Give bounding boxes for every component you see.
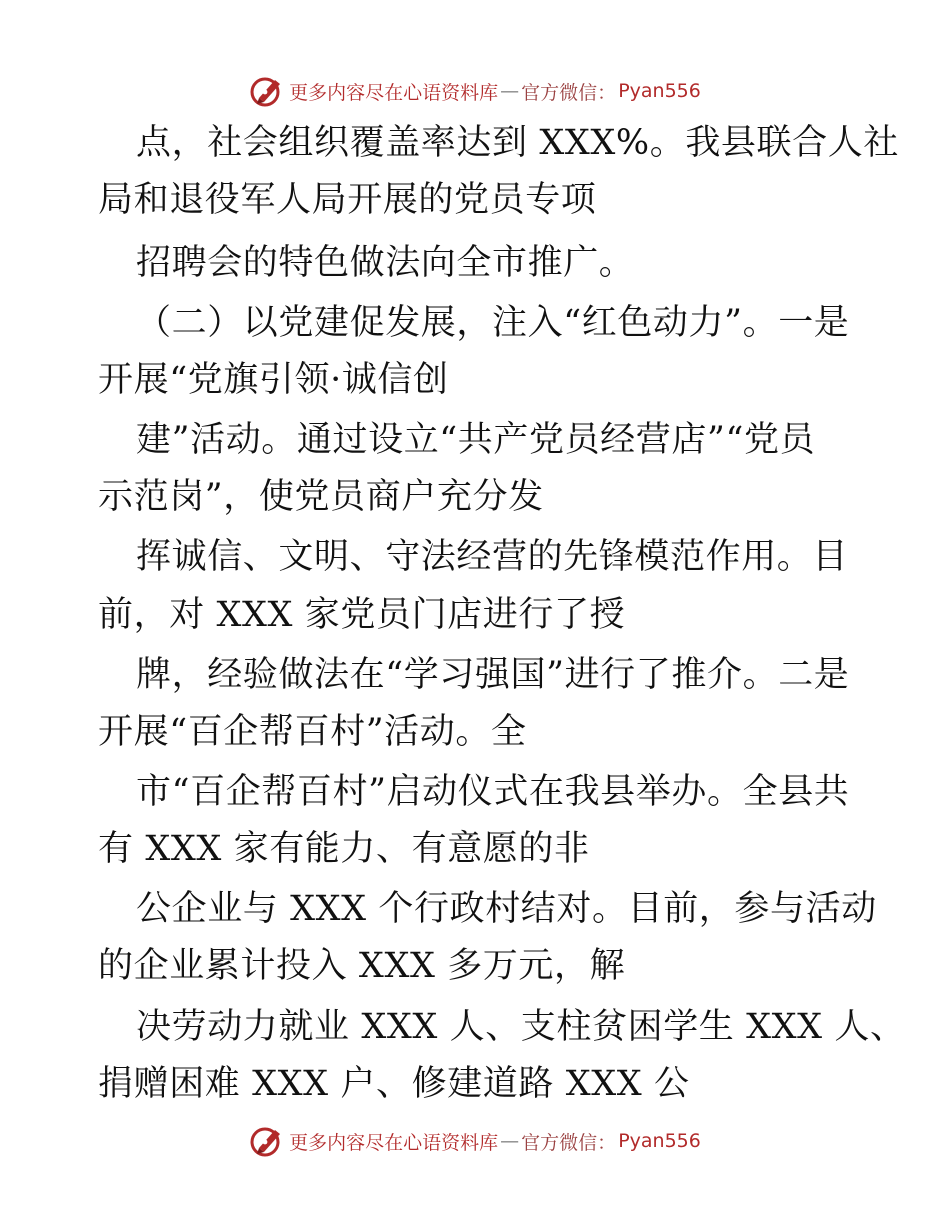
watermark-wechat-label: 官方微信：: [521, 81, 617, 104]
watermark-brand: 更多内容尽在心语资料库: [289, 1131, 499, 1154]
text-line: 开展“百企帮百村”活动。全: [98, 712, 527, 752]
watermark-account: Pyan556: [618, 80, 701, 102]
watermark-banner-bottom: [0, 1121, 950, 1161]
text-line: 市“百企帮百村”启动仪式在我县举办。全县共: [136, 772, 850, 812]
text-line: 局和退役军人局开展的党员专项: [98, 180, 597, 220]
text-line: 挥诚信、文明、守法经营的先锋模范作用。目: [136, 537, 849, 577]
pen-logo-icon: [249, 74, 285, 108]
text-line: 公企业与 XXX 个行政村结对。目前，参与活动: [136, 889, 877, 929]
watermark-separator: —: [500, 1130, 520, 1152]
watermark-wechat-label: 官方微信：: [521, 1131, 617, 1154]
text-line: 牌，经验做法在“学习强国”进行了推介。二是: [136, 655, 850, 695]
text-line: 点，社会组织覆盖率达到 XXX%。我县联合人社: [136, 123, 899, 163]
watermark-brand: 更多内容尽在心语资料库: [289, 81, 499, 104]
text-line: （二）以党建促发展，注入“红色动力”。一是: [136, 303, 850, 343]
text-line: 前，对 XXX 家党员门店进行了授: [98, 595, 626, 635]
text-line: 示范岗”，使党员商户充分发: [98, 477, 544, 517]
watermark-banner-top: [0, 71, 950, 111]
text-line: 捐赠困难 XXX 户、修建道路 XXX 公: [98, 1064, 690, 1104]
watermark-separator: —: [500, 80, 520, 102]
text-line: 开展“党旗引领·诚信创: [98, 360, 449, 400]
text-line: 有 XXX 家有能力、有意愿的非: [98, 829, 590, 869]
text-line: 建”活动。通过设立“共产党员经营店”“党员: [136, 420, 816, 460]
watermark-account: Pyan556: [618, 1130, 701, 1152]
text-line: 的企业累计投入 XXX 多万元，解: [98, 946, 626, 986]
text-line: 招聘会的特色做法向全市推广。: [136, 243, 635, 283]
text-line: 决劳动力就业 XXX 人、支柱贫困学生 XXX 人、: [136, 1007, 906, 1047]
pen-logo-icon: [249, 1124, 285, 1158]
